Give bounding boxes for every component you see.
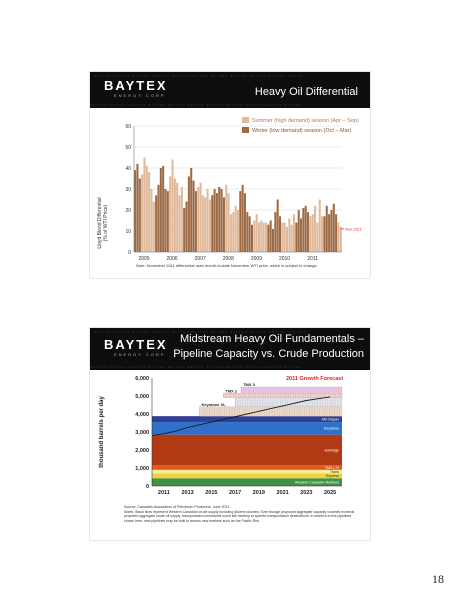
capacity-layer — [152, 422, 342, 435]
x-tick-label: 2007 — [194, 256, 206, 262]
bar — [169, 176, 171, 252]
bar — [316, 223, 318, 252]
bar — [228, 193, 230, 252]
capacity-layer-label: Trans — [329, 469, 339, 474]
baytex-logo — [104, 337, 174, 361]
bar — [193, 181, 195, 252]
bar — [249, 216, 251, 252]
bar — [197, 187, 199, 252]
logo-wordmark: BAYTEX — [104, 337, 168, 352]
bar — [148, 172, 150, 252]
bar — [157, 185, 159, 252]
y-tick-label: 30 — [125, 186, 131, 193]
forecast-label: 2011 Growth Forecast — [286, 376, 344, 382]
x-tick-label: 2005 — [138, 256, 150, 262]
bar — [202, 195, 204, 252]
bar — [244, 193, 246, 252]
bar — [263, 223, 265, 252]
bar — [139, 179, 141, 253]
capacity-layer-label: Enbridge — [324, 448, 339, 453]
bar — [181, 187, 183, 252]
chart-notes: Notes: Stack lines represent Western Canadian crude supply including diluent volumes. Even though proposed aggregate capacity volumes exceeds projected aggregate crude oil supply, transportation constraints could still develop to specific transportation destinations. In addition to the pipelines shown here, new pipelines may be built to access new markets such as the Pacific Rim. — [124, 510, 355, 523]
y-tick-label: 50 — [125, 144, 131, 151]
x-tick-label: 2006 — [166, 256, 178, 262]
logo-wordmark: BAYTEX — [104, 78, 168, 93]
bar — [302, 208, 304, 252]
bar — [309, 216, 311, 252]
y-tick-label: 60 — [125, 123, 131, 130]
bar — [314, 206, 316, 252]
x-tick-label: 2013 — [181, 490, 194, 496]
bar — [207, 189, 209, 252]
bar — [319, 200, 321, 253]
capacity-layer-label: Western Canadian Refiners — [294, 480, 339, 485]
proposed-layer — [223, 393, 342, 398]
pipeline-capacity-chart — [90, 370, 370, 540]
bar — [337, 223, 339, 252]
bar — [274, 212, 276, 252]
bar — [300, 218, 302, 252]
bar — [242, 185, 244, 252]
bar — [204, 197, 206, 252]
bar — [171, 160, 173, 252]
bar — [286, 227, 288, 252]
x-tick-label: 2017 — [229, 490, 242, 496]
y-axis-label: thousand barrels per day — [99, 396, 105, 468]
bar — [143, 158, 145, 253]
bar — [237, 210, 239, 252]
bar — [174, 179, 176, 253]
bar — [176, 183, 178, 252]
baytex-logo — [104, 78, 174, 102]
bar — [328, 214, 330, 252]
x-tick-label: 2011 — [157, 490, 170, 496]
bar — [298, 210, 300, 252]
proposed-layer-label: TMX 3 — [243, 382, 255, 387]
banner-watermark: BAYTEX BAYTEX BAYTEX BAYTEX BAYTEX BAYTEX BAYTEX BAYTEX BAYTEX BAYTEX BAYTEX — [94, 74, 307, 78]
legend-summer: Summer (high demand) season (Apr – Sep) — [252, 118, 359, 124]
bar — [323, 216, 325, 252]
bar — [146, 166, 148, 252]
slide-title — [173, 332, 364, 362]
bar — [211, 195, 213, 252]
bar — [141, 174, 143, 252]
page-number: 18 — [432, 572, 444, 586]
slide-title-line1: Midstream Heavy Oil Fundamentals – — [179, 333, 364, 345]
bar — [188, 176, 190, 252]
legend-swatch-winter — [242, 127, 249, 133]
bar — [335, 214, 337, 252]
bar — [239, 191, 241, 252]
bar — [162, 166, 164, 252]
bar — [200, 183, 202, 252]
y-axis-label-line1: Lloyd Blend Differential — [97, 197, 103, 249]
bar — [218, 187, 220, 252]
y-tick-label: 3,000 — [135, 430, 149, 436]
bar — [330, 210, 332, 252]
bar — [195, 191, 197, 252]
capacity-layer-label: Express — [326, 474, 339, 479]
bar — [209, 200, 211, 253]
bar — [307, 212, 309, 252]
logo-subtitle: ENERGY CORP — [114, 352, 166, 357]
chart-note: Note: November 2011 differential uses month-to-date November WTI price, which is subject to change. — [136, 263, 318, 268]
chart-source: Source: Canadian Association of Petroleum Producers, June 2011. — [124, 505, 231, 509]
legend-swatch-summer — [242, 117, 249, 123]
proposed-layer-label: Keystone XL — [201, 401, 226, 407]
banner-watermark: BAYTEX BAYTEX BAYTEX BAYTEX BAYTEX BAYTEX BAYTEX BAYTEX BAYTEX BAYTEX BAYTEX — [90, 365, 303, 369]
capacity-layer — [152, 435, 342, 466]
bar — [221, 189, 223, 252]
bar — [183, 208, 185, 252]
bar — [167, 191, 169, 252]
bar — [284, 223, 286, 252]
y-tick-label: 6,000 — [135, 376, 149, 382]
slide-title-line2: Pipeline Capacity vs. Crude Production — [173, 348, 364, 360]
bar — [160, 168, 162, 252]
y-axis-label-line2: (% of WTI Price) — [103, 204, 109, 242]
y-tick-label: 40 — [125, 165, 131, 172]
bar — [277, 200, 279, 253]
bar — [246, 212, 248, 252]
x-tick-label: 2019 — [252, 490, 265, 496]
y-tick-label: 4,000 — [135, 412, 149, 418]
current-marker-label: Nov. 2011 — [345, 227, 362, 232]
bar — [134, 170, 136, 252]
y-tick-label: 1,000 — [135, 466, 149, 472]
bar — [164, 189, 166, 252]
bar — [305, 206, 307, 252]
bar — [150, 189, 152, 252]
bar — [279, 216, 281, 252]
bar — [216, 193, 218, 252]
y-tick-label: 0 — [128, 249, 131, 256]
y-tick-label: 2,000 — [135, 448, 149, 454]
bar — [230, 214, 232, 252]
capacity-layer — [152, 416, 342, 422]
x-tick-label: 2023 — [300, 490, 313, 496]
bar — [272, 229, 274, 252]
bar — [179, 195, 181, 252]
x-tick-label: 2021 — [276, 490, 289, 496]
bar — [190, 168, 192, 252]
bar — [293, 214, 295, 252]
y-tick-label: 20 — [125, 207, 131, 214]
bar — [295, 223, 297, 252]
slide-heavy-oil-differential — [90, 72, 370, 278]
bar — [153, 202, 155, 252]
x-tick-label: 2015 — [205, 490, 218, 496]
bar — [256, 214, 258, 252]
legend-winter: Winter (low demand) season (Oct – Mar) — [252, 128, 352, 134]
bar — [260, 221, 262, 253]
y-tick-label: 5,000 — [135, 394, 149, 400]
proposed-layer — [235, 398, 342, 407]
bar — [253, 221, 255, 253]
bar — [340, 227, 342, 252]
bar — [265, 223, 267, 252]
slide-title: Heavy Oil Differential — [254, 86, 358, 98]
x-tick-label: 2011 — [307, 256, 319, 262]
x-tick-label: 2008 — [222, 256, 234, 262]
y-tick-label: 10 — [125, 228, 131, 235]
y-tick-label: 0 — [145, 484, 149, 490]
x-tick-label: 2025 — [324, 490, 337, 496]
slide-banner — [90, 72, 370, 108]
slide-pipeline-capacity — [90, 328, 370, 540]
bar — [291, 225, 293, 252]
bar — [258, 223, 260, 252]
y-axis-title — [99, 395, 105, 467]
bar — [270, 221, 272, 253]
bar — [155, 195, 157, 252]
bar — [251, 225, 253, 252]
banner-watermark: BAYTEX BAYTEX BAYTEX BAYTEX BAYTEX BAYTEX BAYTEX BAYTEX BAYTEX BAYTEX BAYTEX — [94, 330, 307, 334]
capacity-layer — [152, 465, 342, 470]
bar — [225, 185, 227, 252]
capacity-layer-label: Mil Clipper — [322, 417, 339, 422]
x-tick-label: 2010 — [278, 256, 291, 262]
bar — [136, 164, 138, 252]
banner-watermark: BAYTEX BAYTEX BAYTEX BAYTEX BAYTEX BAYTEX BAYTEX BAYTEX BAYTEX BAYTEX BAYTEX — [90, 103, 303, 107]
proposed-layer — [241, 387, 342, 393]
bar — [214, 189, 216, 252]
chart-notes-box — [124, 510, 360, 538]
y-axis-title — [97, 197, 109, 248]
capacity-layer — [152, 470, 342, 474]
bar — [235, 206, 237, 252]
bar — [321, 216, 323, 252]
bar — [326, 206, 328, 252]
bar — [312, 214, 314, 252]
bar — [223, 197, 225, 252]
capacity-layer-label: Keystone — [324, 426, 339, 431]
bar — [186, 202, 188, 252]
capacity-layer-label: TMX I-IV — [324, 465, 339, 470]
bar — [281, 223, 283, 252]
differential-bar-chart — [90, 108, 370, 278]
slide-banner — [90, 328, 370, 370]
logo-subtitle: ENERGY CORP — [114, 93, 166, 98]
capacity-layer — [152, 473, 342, 478]
bar — [232, 212, 234, 252]
proposed-layer-label: TMX 2 — [225, 388, 238, 394]
bar — [267, 225, 269, 252]
bar — [333, 204, 335, 252]
x-tick-label: 2009 — [250, 256, 262, 262]
bar — [288, 218, 290, 252]
